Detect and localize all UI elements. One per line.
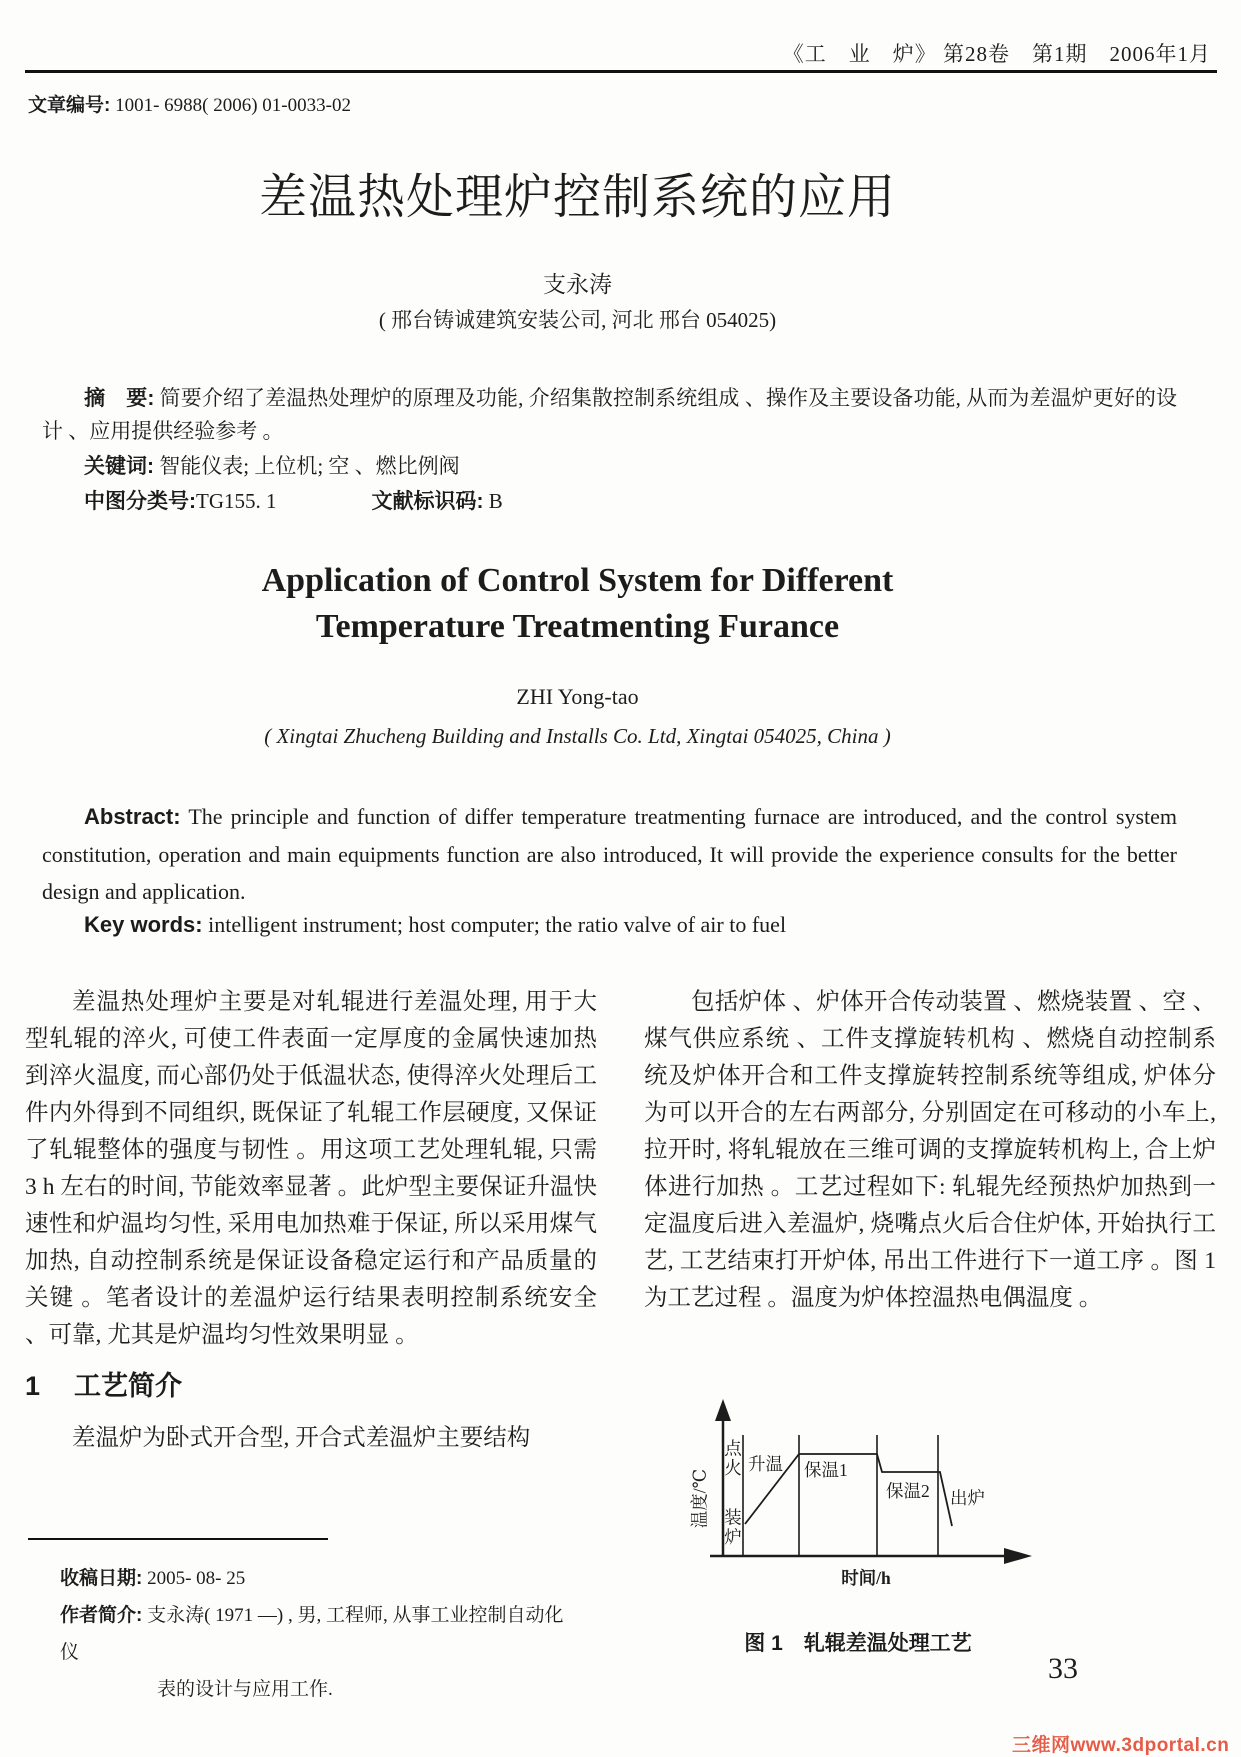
header-rule — [25, 70, 1217, 73]
keywords-en-label: Key words: — [84, 912, 203, 937]
author-bio-text1: 支永涛( 1971 —) , 男, 工程师, 从事工业控制自动化仪 — [60, 1605, 564, 1663]
abstract-en — [42, 798, 1177, 911]
author-bio-line2: 表的设计与应用工作. — [157, 1679, 333, 1700]
figure-discharge-label: 出炉 — [950, 1488, 985, 1508]
abstract-cn-label: 摘 要: — [84, 387, 155, 410]
column-right — [644, 984, 1216, 1664]
journal-header: 《工 业 炉》 第28卷 第1期 2006年1月 — [782, 42, 1211, 66]
affiliation-cn: ( 邢台铸诚建筑安装公司, 河北 邢台 054025) — [378, 308, 777, 332]
figure-heatup-label: 升温 — [748, 1454, 783, 1474]
figure-y-axis-label: 温度/℃ — [689, 1468, 710, 1529]
article-number — [28, 90, 351, 117]
figure-load-label: 装炉 — [722, 1508, 743, 1547]
paper-title-en-line2: Temperature Treatmenting Furance — [315, 608, 840, 645]
body-paragraph: 差温热处理炉主要是对轧辊进行差温处理, 用于大型轧辊的淬火, 可使工件表面一定厚度的金属快速加热到淬火温度, 而心部仍处于低温状态, 使得淬火处理后工件内外得到不同组织, 既保证了轧辊工作层硬度, 又保证了轧辊整体的强度与韧性 。用这项工艺处理轧辊, 只需 3 h 左右的时间, 节能效率显著 。此炉型主要保证升温快速性和炉温均匀性, 采用电加热难于保证, 所以采用煤气加热, 自动控制系统是保证设备稳定运行和产品质量的关键 。笔者设计的差温炉运行结果表明控制系统安全 、可靠, 尤其是炉温均匀性效果明显 。 — [25, 989, 597, 1348]
doc-code-value: B — [488, 489, 503, 513]
page-number: 33 — [1048, 1652, 1078, 1685]
figure-hold2-label: 保温2 — [886, 1481, 930, 1501]
clc-value: TG155. 1 — [196, 489, 277, 513]
received-date-value: 2005- 08- 25 — [147, 1568, 246, 1589]
section-heading-1 — [25, 1366, 597, 1406]
footnote-rule — [28, 1538, 328, 1540]
keywords-en-text: intelligent instrument; host computer; the ratio valve of air to fuel — [208, 912, 787, 937]
footnote — [60, 1560, 580, 1708]
author-bio-line1 — [60, 1597, 580, 1671]
abstract-en-text: The principle and function of differ temperature treatmenting furnace are introduced, and the control system constitution, operation and main equipments function are also introduced, It will provide the experience consults for the better design and application. — [42, 804, 1177, 904]
figure-x-axis-label: 时间/h — [841, 1568, 891, 1588]
figure-caption: 图 1 轧辊差温处理工艺 — [744, 1632, 972, 1655]
section-number: 1 — [25, 1371, 41, 1401]
clc-line — [42, 485, 1177, 518]
abstract-cn-text: 简要介绍了差温热处理炉的原理及功能, 介绍集散控制系统组成 、操作及主要设备功能, 从而为差温炉更好的设计 、应用提供经验参考 。 — [42, 386, 1178, 443]
received-date-label: 收稿日期: — [60, 1568, 143, 1589]
article-number-value: 1001- 6988( 2006) 01-0033-02 — [115, 95, 351, 116]
keywords-cn — [42, 450, 1177, 483]
keywords-en — [42, 908, 1177, 941]
body-paragraph: 差温炉为卧式开合型, 开合式差温炉主要结构 — [72, 1425, 531, 1451]
watermark: 三维网www.3dportal.cn — [1012, 1735, 1230, 1756]
abstract-en-label: Abstract: — [84, 804, 181, 829]
article-number-label: 文章编号: — [28, 95, 111, 116]
abstract-cn — [42, 382, 1177, 448]
keywords-cn-text: 智能仪表; 上位机; 空 、燃比例阀 — [159, 454, 460, 478]
keywords-cn-label: 关键词: — [84, 455, 154, 478]
doc-code-label: 文献标识码: — [371, 490, 484, 513]
clc-label: 中图分类号: — [84, 490, 196, 513]
x-axis-arrow-icon — [1004, 1548, 1032, 1564]
figure-ignite-label: 点火 — [722, 1439, 743, 1478]
affiliation-en: ( Xingtai Zhucheng Building and Installs Co. Ltd, Xingtai 054025, China ) — [264, 724, 891, 748]
figure-1 — [648, 1399, 1068, 1664]
author-bio-label: 作者简介: — [60, 1605, 143, 1626]
paper-title-cn: 差温热处理炉控制系统的应用 — [258, 171, 896, 224]
figure-hold1-label: 保温1 — [804, 1460, 848, 1480]
figure-ignite-load-labels — [720, 1439, 744, 1547]
received-date-line — [60, 1560, 580, 1597]
body-paragraph: 包括炉体 、炉体开合传动装置 、燃烧装置 、空 、煤气供应系统 、工件支撑旋转机构 、燃烧自动控制系统及炉体开合和工件支撑旋转控制系统等组成, 炉体分为可以开合的左右两部分, 分别固定在可移动的小车上, 拉开时, 将轧辊放在三维可调的支撑旋转机构上, 合上炉体进行加热 。工艺过程如下: 轧辊先经预热炉加热到一定温度后进入差温炉, 烧嘴点火后合住炉体, 开始执行工艺, 工艺结束打开炉体, 吊出工件进行下一道工序 。图 1 为工艺过程 。温度为炉体控温热电偶温度 。 — [644, 989, 1216, 1311]
author-cn: 支永涛 — [543, 272, 612, 297]
paper-title-en-line1: Application of Control System for Different — [261, 562, 894, 599]
section-title: 工艺简介 — [74, 1371, 183, 1401]
paper-title-en — [25, 558, 1130, 650]
column-left — [25, 984, 597, 1457]
author-en: ZHI Yong-tao — [516, 684, 639, 709]
y-axis-arrow-icon — [715, 1399, 731, 1421]
